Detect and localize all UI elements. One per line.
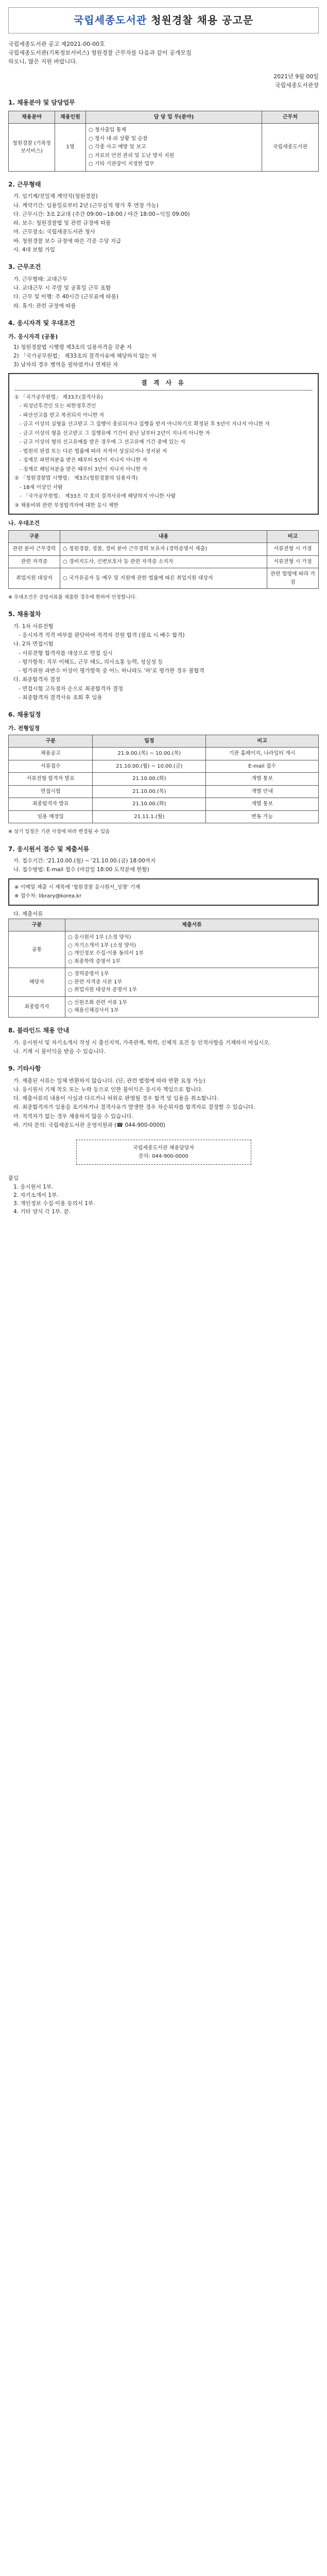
table-header: 구분	[9, 530, 60, 543]
field-cell: 청원경찰 (기록정보서비스)	[9, 124, 55, 172]
doc-item: ○ 경력증명서 1부	[68, 971, 109, 977]
signer: 국립세종도서관장	[274, 82, 319, 89]
list-item: 마. 근무장소: 국립세종도서관 청사	[13, 229, 95, 235]
pref-kind: 관련 분야 근무경력	[9, 543, 60, 556]
table-row	[9, 555, 319, 568]
schedule-table	[8, 735, 319, 824]
list-item: - 응시자격 적격 여부를 판단하여 적격자 전원 합격 (필요 시 배수 합격)	[19, 632, 185, 639]
pref-note: 서류전형 시 가점	[267, 555, 319, 568]
box-line: - 「국가공무원법」 제33조 각 호의 결격사유에 해당하지 아니한 사람	[20, 494, 176, 500]
list-item: 나. 응시원서 기재 착오 또는 누락 등으로 인한 불이익은 응시자 책임으로 합니다.	[13, 1086, 203, 1093]
subsection-heading: 나. 우대조건	[8, 520, 40, 527]
list-item: 바. 청원경찰 보수 규정에 따른 각종 수당 지급	[13, 238, 122, 244]
schedule-date: 21.10.00.(목)	[93, 785, 206, 798]
attachment-item: 1. 응시원서 1부.	[13, 1183, 54, 1190]
schedule-kind: 최종합격자 발표	[9, 798, 93, 811]
duty-item: ○ 청사 내·외 상황 및 순찰	[89, 135, 148, 142]
application-list	[8, 910, 319, 918]
doc-item: ○ 응시원서 1부 (소정 양식)	[68, 935, 131, 941]
box-title: 결 격 사 유	[14, 378, 313, 391]
qualification-list	[8, 343, 319, 369]
doc-list	[65, 968, 319, 997]
box-line: - 금고 이상의 형을 선고받고 그 집행유예 기간이 끝난 날부터 2년이 지나지 아니한 자	[20, 430, 211, 436]
doc-item: ○ 개인정보 수집·이용 동의서 1부	[68, 951, 144, 957]
blind-list	[8, 1039, 319, 1056]
section-heading: 9. 기타사항	[8, 1065, 41, 1073]
schedule-note: 개별 통보	[206, 773, 319, 786]
schedule-kind: 서류접수	[9, 760, 93, 773]
list-item: - 평가위원 과반수 이상이 평가항목 중 어느 하나라도 '하'로 평가한 경우 불합격	[19, 668, 204, 674]
table-row	[9, 798, 319, 811]
email-box	[8, 878, 319, 906]
pref-content: ○ 경비지도사, 신변보호사 등 관련 자격증 소지자	[60, 555, 267, 568]
section-heading: 1. 채용분야 및 담당업무	[8, 99, 75, 107]
list-item: 2) 「국가공무원법」 제33조의 결격사유에 해당하지 않는 자	[13, 352, 157, 359]
work-type-list	[8, 192, 319, 254]
duty-item: ○ 기타 기관장이 지정한 업무	[89, 161, 154, 167]
attachment-item: 4. 기타 양식 각 1부. 끝.	[13, 1209, 71, 1215]
schedule-date: 21.10.00.(화)	[93, 798, 206, 811]
list-item: 가. 접수기간: '21.10.00.(월) ~ '21.10.00.(금) 18:00까지	[13, 858, 156, 865]
section-heading: 2. 근무형태	[8, 180, 41, 188]
box-line: - 금고 이상의 실형을 선고받고 그 집행이 종료되거나 집행을 받지 아니하기로 확정된 후 5년이 지나지 아니한 자	[20, 421, 270, 428]
box-line: - 금고 이상의 형의 선고유예를 받은 경우에 그 선고유예 기간 중에 있는 자	[20, 439, 185, 446]
list-item: 1) 청원경찰법 시행령 제3조의 임용자격을 갖춘 자	[13, 344, 132, 350]
attachments	[8, 1174, 319, 1216]
pref-note: 서류전형 시 가점	[267, 543, 319, 556]
recruit-table	[8, 111, 319, 172]
title-main: 청원경찰 채용 공고문	[151, 14, 254, 26]
schedule-kind: 임용 예정일	[9, 810, 93, 823]
box-line: ③ 채용비위 관련 부정합격자에 대한 응시 제한	[14, 502, 118, 509]
disqualification-box	[8, 373, 319, 515]
announce-number: 국립세종도서관 공고 제2021-00-00호	[8, 41, 105, 47]
list-item: 사. 4대 보험 가입	[13, 247, 55, 253]
application-list	[8, 857, 319, 874]
table-header: 일정	[93, 735, 206, 748]
list-item: 가. 제출된 서류는 일체 반환하지 않습니다. (단, 관련 법령에 따라 반환 요청 가능)	[13, 1077, 205, 1084]
table-header: 담 당 업 무(분야)	[86, 111, 262, 124]
schedule-kind: 서류전형 합격자 발표	[9, 773, 93, 786]
table-row	[9, 996, 319, 1017]
list-item: 마. 적격자가 없는 경우 채용하지 않을 수 있습니다.	[13, 1113, 133, 1120]
misc-list	[8, 1077, 319, 1130]
schedule-kind: 채용공고	[9, 748, 93, 760]
list-item: 가. 임기제/전일제 계약직(청원경찰)	[13, 193, 98, 200]
intro-line: 하오니, 많은 지원 바랍니다.	[8, 58, 78, 65]
box-line: - 피성년후견인 또는 피한정후견인	[20, 403, 96, 410]
pref-note-text: ※ 우대조건은 증빙서류를 제출한 경우에 한하여 인정합니다.	[8, 594, 137, 600]
doc-kind: 최종합격자	[9, 996, 65, 1017]
intro	[8, 40, 319, 66]
table-row	[9, 568, 319, 589]
doc-item: ○ 관련 자격증 사본 1부	[68, 979, 123, 985]
contact-line: 문의: 044-900-0000	[139, 1153, 188, 1159]
preference-table	[8, 530, 319, 589]
box-line: - 18세 이상인 사람	[20, 484, 63, 490]
documents-table	[8, 919, 319, 1018]
table-header: 내용	[60, 530, 267, 543]
list-item: 다. 최종합격자 결정	[13, 676, 61, 683]
contact-box	[76, 1140, 251, 1165]
box-line: ① 「국가공무원법」 제33조(결격사유)	[14, 394, 103, 400]
box-line: - 파산선고를 받고 복권되지 아니한 자	[20, 412, 105, 418]
dateline	[8, 72, 319, 90]
process-list	[8, 622, 319, 702]
doc-item: ○ 자기소개서 1부 (소정 양식)	[68, 942, 136, 948]
attachment-item: 3. 개인정보 수집·이용 동의서 1부.	[13, 1200, 95, 1207]
count-cell: 1명	[55, 124, 86, 172]
section-heading: 8. 블라인드 채용 안내	[8, 1026, 70, 1034]
table-row	[9, 931, 319, 968]
schedule-note: 개별 안내	[206, 785, 319, 798]
list-item: 가. 응시원서 및 자기소개서 작성 시 출신지역, 가족관계, 학력, 신체적 조건 등 인적사항을 기재하지 마십시오.	[13, 1039, 271, 1046]
list-item: 다. 근무 및 이행: 주 40시간 (근무표에 따름)	[13, 294, 118, 300]
list-item: 다. 근무시간: 3조 2교대 (주간 09:00~18:00 / 야간 18:00~익일 09:00)	[13, 211, 190, 217]
table-header: 구분	[9, 735, 93, 748]
doc-list	[65, 931, 319, 968]
table-row	[9, 810, 319, 823]
list-item: 다. 제출서류의 내용이 사실과 다르거나 허위로 판명될 경우 합격 및 임용을 취소합니다.	[13, 1095, 219, 1102]
table-row	[9, 968, 319, 997]
schedule-date: 21.9.00.(목) ~ 10.00.(목)	[93, 748, 206, 760]
duty-item: ○ 각종 사고 예방 및 보고	[89, 144, 146, 150]
list-item: 나. 2차 면접시험	[13, 641, 54, 648]
box-line: ※ 접수처: library@korea.kr	[14, 893, 82, 900]
list-item: 라. 휴가: 관련 규정에 따름	[13, 302, 76, 309]
list-item: 나. 기재 시 불이익을 받을 수 있습니다.	[13, 1048, 106, 1055]
doc-item: ○ 신원조회 관련 서류 1부	[68, 999, 127, 1006]
doc-kind: 공통	[9, 931, 65, 968]
table-row	[9, 748, 319, 760]
conditions-list	[8, 275, 319, 310]
org-name: 국립세종도서관	[73, 14, 147, 26]
schedule-note: 개별 통보	[206, 798, 319, 811]
list-item: 다. 제출서류	[13, 910, 43, 917]
list-item: 가. 1차 서류전형	[13, 623, 54, 630]
list-item: - 면접시험 고득점자 순으로 최종합격자 결정	[19, 685, 124, 692]
doc-item: ○ 취업지원 대상자 증명서 1부	[68, 987, 137, 993]
box-line: - 징계로 해임처분을 받은 때부터 3년이 지나지 아니한 자	[20, 466, 147, 472]
pref-kind: 취업지원 대상자	[9, 568, 60, 589]
table-header: 제출서류	[65, 919, 319, 931]
pref-kind: 관련 자격증	[9, 555, 60, 568]
intro-line: 국립세종도서관(기록정보서비스) 청원경찰 근무자를 다음과 같이 공개모집	[8, 49, 192, 57]
doc-item: ○ 채용신체검사서 1부	[68, 1008, 119, 1014]
table-row	[9, 773, 319, 786]
box-line: - 법원의 판결 또는 다른 법률에 따라 자격이 상실되거나 정지된 자	[20, 448, 167, 454]
doc-item: ○ 최종학력 증명서 1부	[68, 958, 121, 964]
doc-kind: 해당자	[9, 968, 65, 997]
section-heading: 6. 채용일정	[8, 711, 41, 719]
list-item: 라. 최종합격자가 임용을 포기하거나 결격사유가 발생한 경우 차순위자를 합격자로 결정할 수 있습니다.	[13, 1104, 255, 1111]
schedule-note: 기관 홈페이지, 나라일터 게시	[206, 748, 319, 760]
list-item: 라. 보수: 청원경찰법 및 관련 규정에 따름	[13, 220, 111, 227]
schedule-date: 21.10.00.(화)	[93, 773, 206, 786]
pref-content: ○ 청원경찰, 경찰, 경비 분야 근무경력 보유자 (경력증명서 제출)	[60, 543, 267, 556]
table-header: 비고	[206, 735, 319, 748]
duties-cell	[86, 124, 262, 172]
table-header: 구분	[9, 919, 65, 931]
page-title	[8, 7, 319, 33]
box-line: - 징계로 파면처분을 받은 때부터 5년이 지나지 아니한 자	[20, 457, 147, 464]
contact-line: 국립세종도서관 채용담당자	[132, 1145, 195, 1151]
table-row	[9, 124, 319, 172]
pref-note: 관련 법령에 따라 가점	[267, 568, 319, 589]
schedule-kind: 면접시험	[9, 785, 93, 798]
schedule-date: 21.10.00.(월) ~ 10.00.(금)	[93, 760, 206, 773]
box-line: ② 「청원경찰법 시행령」 제3조(청원경찰의 임용자격)	[14, 476, 138, 482]
notice-date: 2021년 9월 00일	[273, 73, 319, 80]
list-item: 가. 근무형태: 교대근무	[13, 276, 67, 282]
duty-item: ○ 청사출입 통제	[89, 127, 127, 133]
place-cell: 국립세종도서관	[262, 124, 319, 172]
table-header: 비고	[267, 530, 319, 543]
list-item: - 서류전형 합격자를 대상으로 면접 실시	[19, 650, 113, 656]
schedule-note-text: ※ 상기 일정은 기관 사정에 따라 변경될 수 있음	[8, 828, 110, 835]
table-header: 채용분야	[9, 111, 55, 124]
schedule-note: 변동 가능	[206, 810, 319, 823]
schedule-note: E-mail 접수	[206, 760, 319, 773]
subsection-heading: 가. 응시자격 (공통)	[8, 333, 58, 340]
section-heading: 5. 채용절차	[8, 611, 41, 618]
table-header: 채용인원	[55, 111, 86, 124]
pref-content: ○ 국가유공자 등 예우 및 지원에 관한 법률에 따른 취업지원 대상자	[60, 568, 267, 589]
list-item: 나. 계약기간: 임용일로부터 2년 (근무실적 평가 후 연장 가능)	[13, 202, 159, 209]
table-row	[9, 543, 319, 556]
list-item: 나. 접수방법: E-mail 접수 (마감일 18:00 도착분에 한함)	[13, 867, 149, 873]
schedule-date: 21.11.1.(월)	[93, 810, 206, 823]
section-heading: 7. 응시원서 접수 및 제출서류	[8, 845, 90, 853]
list-item: 나. 교대근무 시 주말 및 공휴일 근무 포함	[13, 285, 111, 292]
table-row	[9, 760, 319, 773]
section-heading: 3. 근무조건	[8, 263, 41, 271]
attachments-label: 붙임	[8, 1175, 19, 1182]
section-heading: 4. 응시자격 및 우대조건	[8, 319, 75, 327]
table-header: 근무처	[262, 111, 319, 124]
doc-list	[65, 996, 319, 1017]
list-item: - 최종합격자 결격사유 조회 후 임용	[19, 694, 102, 701]
attachment-item: 2. 자기소개서 1부.	[13, 1192, 59, 1198]
table-row	[9, 785, 319, 798]
duty-item: ○ 자료의 안전 관리 및 도난 방지 지원	[89, 152, 175, 159]
subsection-heading: 가. 전형일정	[8, 724, 40, 732]
list-item: 바. 기타 문의: 국립세종도서관 운영지원과 (☎ 044-900-0000)	[13, 1122, 165, 1129]
list-item: 3) 남자의 경우 병역을 필하였거나 면제된 자	[13, 362, 118, 368]
box-line: ※ 이메일 제출 시 제목에 '청원경찰 응시원서_성명' 기재	[14, 884, 140, 890]
list-item: - 평가항목: 직무 이해도, 근무 태도, 의사소통 능력, 성실성 등	[19, 658, 163, 665]
